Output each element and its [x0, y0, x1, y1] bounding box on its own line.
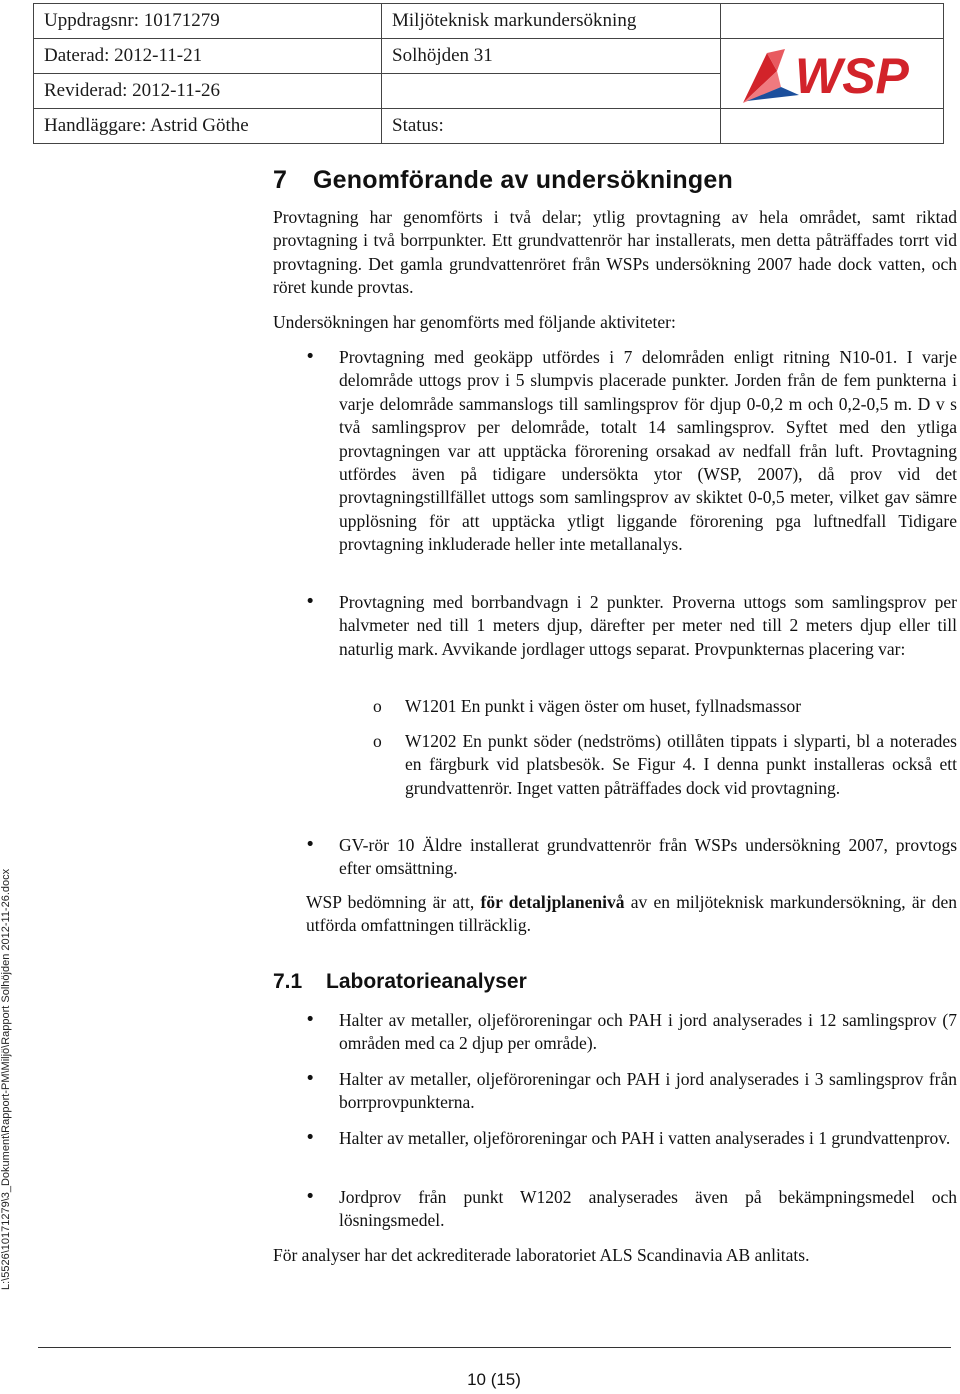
status: Status:	[382, 109, 721, 144]
bullet-icon: •	[305, 1128, 316, 1148]
location: Solhöjden 31	[382, 39, 721, 74]
footer-divider	[38, 1347, 951, 1348]
assessment-bold: för detaljplanenivå	[480, 892, 625, 912]
assessment-pre: WSP bedömning är att,	[306, 892, 481, 912]
assessment-paragraph	[306, 891, 957, 938]
wsp-logo	[737, 41, 927, 107]
bullet-icon: •	[305, 1069, 316, 1089]
section-title: Genomförande av undersökningen	[313, 166, 733, 194]
list-item: Jordprov från punkt W1202 analyserades även på bekämpningsmedel och lösningsmedel.	[339, 1187, 957, 1231]
bullet-icon: •	[305, 1010, 316, 1030]
assessment-post: av en miljöteknisk markundersökning, är den utförda omfattningen tillräcklig.	[306, 892, 957, 936]
activities-lead: Undersökningen har genomförts med följande aktiviteter:	[273, 312, 676, 332]
section-heading	[273, 166, 733, 195]
list-item: Halter av metaller, oljeföroreningar och PAH i vatten analyserades i 1 grundvattenprov.	[339, 1128, 951, 1148]
handler: Handläggare: Astrid Göthe	[34, 109, 382, 144]
page-number: 10 (15)	[467, 1370, 521, 1389]
logo-cell	[721, 39, 944, 109]
closing-paragraph: För analyser har det ackrediterade laboratoriet ALS Scandinavia AB anlitats.	[273, 1245, 810, 1265]
document-title: Miljöteknisk markundersökning	[382, 4, 721, 39]
spacer-cell	[382, 74, 721, 109]
list-item: Provtagning med geokäpp utfördes i 7 delområden enligt ritning N10-01. I varje delområde uttogs prov i 5 slumpvis placerade punkter. Jorden från de fem punkterna i varje delområde sammanslogs till samlingsprov för djup 0-0,2 m och 0,2-0,5 m. D v s två samlingsprov per delområde, totalt 14 samlingsprov. Syftet med den ytliga provtagningen var att upptäcka förorening orsakad av nedfall från luft. Provtagning utfördes även på tidigare undersökta ytor (WSP, 2007), då prov vid det provtagningstillfället uttogs som samlingsprov av skiktet 0-0,5 meter, vilket gav sämre upplösning för att upptäcka ytligt liggande förorening pga luftnedfall Tidigare provtagning inkluderade heller inte metallanalys.	[339, 347, 957, 555]
document-header	[33, 3, 944, 144]
list-item: GV-rör 10 Äldre installerat grundvattenrör från WSPs undersökning 2007, provtogs efter omsättning.	[339, 835, 957, 879]
section-number: 7	[273, 166, 288, 194]
file-path: L:\5526\10171279\3_Dokument\Rapport-PM\Miljö\Rapport Solhöjden 2012-11-26.docx	[0, 868, 12, 1290]
sub-bullet-icon: o	[373, 731, 382, 751]
subsection-number: 7.1	[273, 970, 303, 993]
sub-list-item: W1202 En punkt söder (nedströms) otillåten tippats i slyparti, bl a noterades en färgburk vid platsbesök. Se Figur 4. I denna punkt installeras också ett grundvattenrör. Inget vatten påträffades dock vid provtagning.	[405, 731, 957, 798]
logo-text: WSP	[795, 47, 909, 104]
list-item: Halter av metaller, oljeföroreningar och PAH i jord analyserades i 3 samlingsprov från borrprovpunkterna.	[339, 1069, 957, 1113]
subsection-heading	[273, 970, 527, 994]
bullet-icon: •	[305, 347, 316, 367]
revised-date: Reviderad: 2012-11-26	[34, 74, 382, 109]
sub-bullet-icon: o	[373, 696, 382, 716]
sub-list-item: W1201 En punkt i vägen öster om huset, fyllnadsmassor	[405, 696, 802, 716]
bullet-icon: •	[305, 1187, 316, 1207]
logo-cell-top	[721, 4, 944, 39]
intro-paragraph: Provtagning har genomförts i två delar; ytlig provtagning av hela området, samt riktad provtagning i två borrpunkter. Ett grundvattenrör har installerats, men detta påträffades torrt vid provtagning. Det gamla grundvattenröret från WSPs undersökning 2007 hade dock vatten, och röret kunde provtas.	[273, 207, 957, 298]
logo-cell-bottom	[721, 109, 944, 144]
list-item: Provtagning med borrbandvagn i 2 punkter. Proverna uttogs som samlingsprov per halvmeter ned till 1 meters djup, därefter per meter ned till 2 meters djup eller till naturlig mark. Avvikande jordlager uttogs separat. Provpunkternas placering var:	[339, 592, 957, 659]
subsection-title: Laboratorieanalyser	[326, 970, 527, 993]
assignment-number: Uppdragsnr: 10171279	[34, 4, 382, 39]
list-item: Halter av metaller, oljeföroreningar och PAH i jord analyserades i 12 samlingsprov (7 områden med ca 2 djup per område).	[339, 1010, 957, 1054]
bullet-icon: •	[305, 835, 316, 855]
bullet-icon: •	[305, 592, 316, 612]
date-created: Daterad: 2012-11-21	[34, 39, 382, 74]
